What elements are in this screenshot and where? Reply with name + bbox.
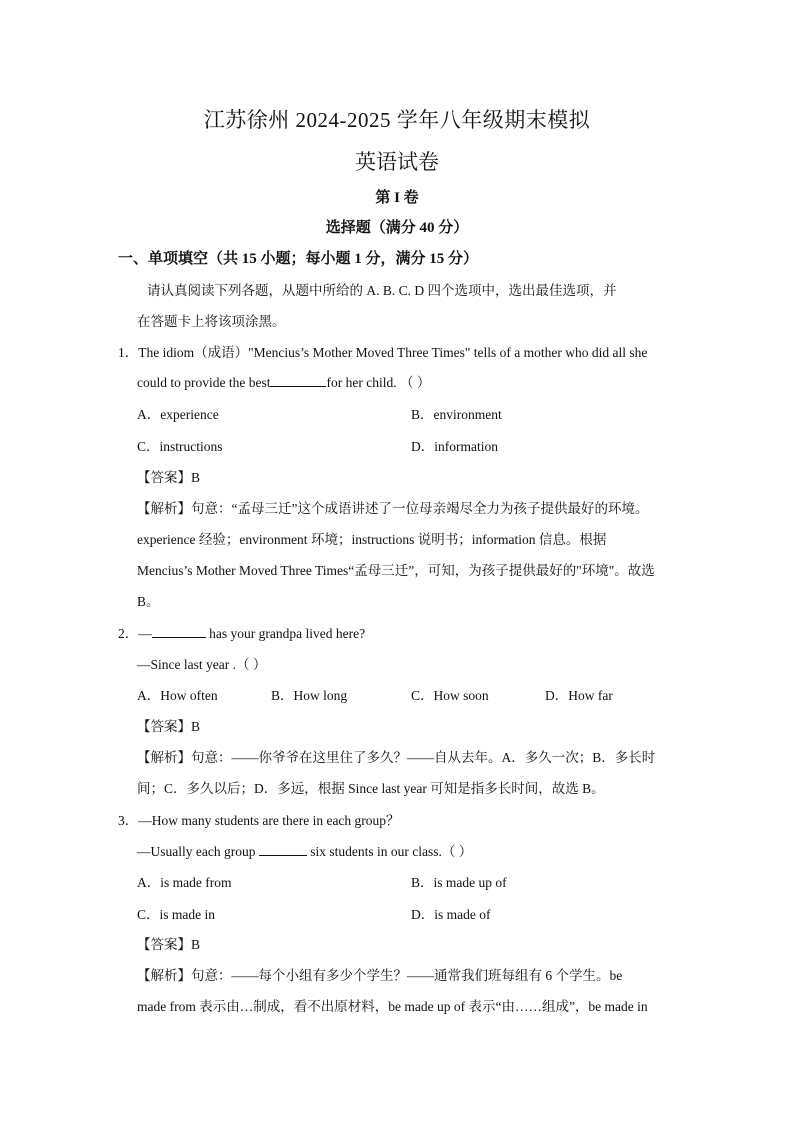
option-d: D．How far	[545, 688, 613, 703]
question-number: 2．	[118, 626, 139, 641]
question-2	[118, 625, 365, 643]
question-number: 3．	[118, 813, 139, 828]
explanation-line: 【解析】句意：“孟母三迁”这个成语讲述了一位母亲竭尽全力为孩子提供最好的环境。	[137, 501, 649, 516]
section-label: 选择题（满分 40 分）	[325, 220, 469, 236]
explanation-line: B。	[137, 594, 160, 609]
part-heading: 一、单项填空（共 15 小题；每小题 1 分，满分 15 分）	[118, 251, 479, 267]
explanation-line: experience 经验；environment 环境；instructions 说明书；information 信息。根据	[137, 532, 607, 547]
option-c: C．is made in	[137, 907, 215, 922]
explanation-line: 【解析】句意：——每个小组有多少个学生？——通常我们班每组有 6 个学生。be	[137, 968, 623, 983]
option-a: A．is made from	[137, 875, 232, 890]
question-stem: —	[138, 626, 152, 641]
option-a: A．experience	[137, 407, 219, 422]
option-b: B．environment	[411, 407, 502, 422]
answer-blank	[270, 374, 326, 387]
answer-blank	[152, 625, 206, 638]
option-b: B．How long	[271, 688, 348, 703]
exam-subtitle: 英语试卷	[355, 150, 439, 174]
question-number: 1．	[118, 345, 139, 360]
question-stem: could to provide the best	[137, 375, 271, 390]
option-d: D．is made of	[411, 907, 491, 922]
question-1	[118, 344, 647, 362]
option-a: A．How often	[137, 688, 218, 703]
explanation-line: made from 表示由…制成，看不出原材料，be made up of 表示“由……组成”，be made in	[137, 999, 648, 1014]
volume-label: 第 I 卷	[375, 190, 419, 206]
question-1-stem-line	[137, 374, 430, 392]
question-stem: for her child. （ ）	[326, 375, 431, 390]
question-stem: has your grandpa lived here?	[205, 626, 366, 641]
question-3-reply	[137, 843, 472, 861]
option-c: C．instructions	[137, 439, 223, 454]
question-stem: —Usually each group	[137, 844, 256, 859]
answer-label: 【答案】B	[137, 719, 201, 734]
explanation-line: 间；C．多久以后；D．多远，根据 Since last year 可知是指多长时间，故选 B。	[137, 781, 605, 796]
question-2-reply: —Since last year .（ ）	[137, 657, 267, 672]
explanation-line: Mencius’s Mother Moved Three Times“孟母三迁”，可知，为孩子提供最好的"环境"。故选	[137, 563, 655, 578]
answer-label: 【答案】B	[137, 937, 201, 952]
answer-label: 【答案】B	[137, 470, 201, 485]
option-d: D．information	[411, 439, 498, 454]
exam-title: 江苏徐州 2024-2025 学年八年级期末模拟	[203, 108, 591, 132]
answer-blank	[259, 843, 307, 856]
instruction-line: 在答题卡上将该项涂黑。	[137, 314, 286, 329]
question-3	[118, 812, 400, 830]
option-b: B．is made up of	[411, 875, 507, 890]
question-stem: —How many students are there in each group？	[138, 813, 400, 828]
explanation-line: 【解析】句意：——你爷爷在这里住了多久？——自从去年。A．多久一次；B．多长时	[137, 750, 656, 765]
option-c: C．How soon	[411, 688, 489, 703]
question-stem: The idiom（成语）"Mencius’s Mother Moved Three Times" tells of a mother who did all she	[138, 345, 648, 360]
instruction-line: 请认真阅读下列各题，从题中所给的 A. B. C. D 四个选项中，选出最佳选项，并	[147, 283, 617, 298]
question-stem: six students in our class.（ ）	[306, 844, 473, 859]
